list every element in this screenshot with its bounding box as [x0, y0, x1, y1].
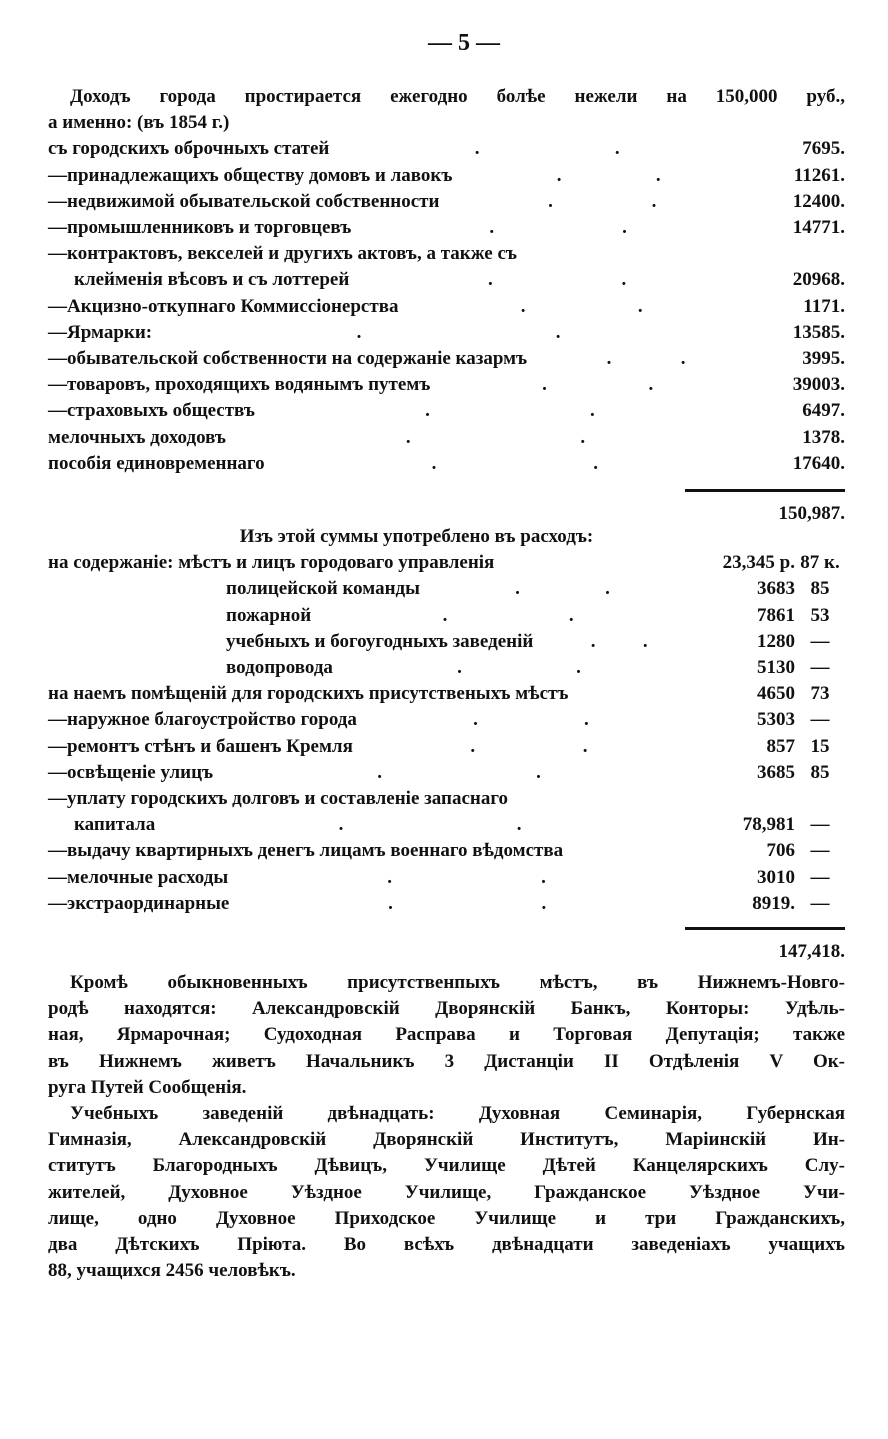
row-amount: 7861 — [757, 604, 795, 626]
expense-row — [48, 681, 845, 707]
row-kopecks: 53 — [810, 604, 830, 626]
income-row — [48, 398, 845, 424]
row-kopecks: — — [810, 814, 830, 836]
row-kopecks: 15 — [810, 735, 830, 757]
income-section — [48, 84, 845, 527]
dot-leader — [265, 451, 765, 477]
row-kopecks: — — [810, 840, 830, 862]
row-kopecks: 73 — [810, 683, 830, 705]
row-label: съ городскихъ оброчныхъ статей — [48, 138, 330, 160]
row-label: капитала — [74, 814, 156, 836]
row-amount: 3010 — [757, 866, 795, 888]
row-label: —уплату городскихъ долговъ и составленіе запаснаго — [48, 788, 508, 810]
row-label: —наружное благоустройство города — [48, 709, 357, 731]
dot-leader — [533, 629, 705, 655]
paragraph-line: 88, учащихся 2456 человѣкъ. — [48, 1260, 296, 1282]
row-label: мелочныхъ доходовъ — [48, 426, 227, 448]
dot-leader — [527, 346, 765, 372]
row-kopecks: — — [810, 892, 830, 914]
dot-leader — [357, 707, 705, 733]
expense-row — [48, 812, 845, 838]
income-row — [48, 215, 845, 241]
income-total: 150,987. — [778, 503, 845, 525]
row-label: на наемъ помѣщеній для городскихъ присутственыхъ мѣстъ — [48, 683, 569, 705]
income-intro: Доходъ города простирается ежегодно болѣе нежели на 150,000 руб., — [70, 86, 845, 107]
paragraph-institutions — [48, 970, 845, 1101]
dot-leader — [452, 163, 765, 189]
sum-rule — [685, 489, 845, 492]
row-amount: 13585. — [792, 321, 845, 343]
row-label: —Акцизно-откупнаго Коммиссіонерства — [48, 295, 399, 317]
row-label: пожарной — [226, 604, 312, 626]
dot-leader — [430, 372, 765, 398]
income-row — [48, 189, 845, 215]
row-kopecks: — — [810, 630, 830, 652]
income-row — [48, 267, 845, 293]
row-kopecks: 85 — [810, 578, 830, 600]
dot-leader — [329, 136, 765, 162]
income-row — [48, 163, 845, 189]
expense-row — [48, 838, 845, 864]
row-kopecks: 87 к. — [800, 552, 840, 574]
dot-leader — [155, 812, 705, 838]
expenses-total: 147,418. — [778, 941, 845, 963]
row-kopecks: — — [810, 657, 830, 679]
paragraph-line: жителей, Духовное Уѣздное Училище, Гражданское Уѣздное Учи- — [48, 1181, 845, 1203]
income-row — [48, 451, 845, 477]
row-amount: 1171. — [803, 295, 845, 317]
dot-leader — [351, 215, 765, 241]
dot-leader — [333, 655, 705, 681]
paragraph-line: ститутъ Благородныхъ Дѣвицъ, Училище Дѣтей Канцелярскихъ Слу- — [48, 1155, 845, 1177]
dot-leader — [152, 320, 765, 346]
expense-row — [48, 576, 845, 602]
row-label: —страховыхъ обществъ — [48, 400, 255, 422]
dot-leader — [226, 425, 765, 451]
page-number: — 5 — — [428, 30, 500, 56]
row-amount: 1378. — [802, 426, 845, 448]
income-row — [48, 320, 845, 346]
row-amount: 23,345 р. — [722, 552, 795, 574]
expense-row — [48, 891, 845, 917]
sum-rule — [685, 927, 845, 930]
row-amount: 3683 — [757, 578, 795, 600]
row-amount: 11261. — [793, 164, 845, 186]
dot-leader — [255, 398, 765, 424]
row-kopecks: 85 — [810, 761, 830, 783]
paragraph-schools — [48, 1101, 845, 1284]
row-amount: 7695. — [802, 138, 845, 160]
row-amount: 78,981 — [742, 814, 795, 836]
row-label: —принадлежащихъ обществу домовъ и лавокъ — [48, 164, 453, 186]
expense-row — [48, 734, 845, 760]
dot-leader — [213, 760, 705, 786]
paragraph-line: ная, Ярмарочная; Судоходная Расправа и Торговая Депутація; также — [48, 1024, 845, 1046]
expense-row — [48, 550, 845, 576]
paragraph-line: два Дѣтскихъ Пріюта. Во всѣхъ двѣнадцати заведеніахъ учащихъ — [48, 1234, 845, 1256]
paragraph-line: руга Путей Сообщенія. — [48, 1076, 247, 1098]
expense-row — [48, 629, 845, 655]
row-label: —контрактовъ, векселей и другихъ актовъ, а также съ — [48, 243, 517, 265]
income-row — [48, 425, 845, 451]
expense-row — [48, 786, 845, 812]
row-label: —ремонтъ стѣнъ и башенъ Кремля — [48, 735, 353, 757]
row-label: —промышленниковъ и торговцевъ — [48, 217, 352, 239]
dot-leader — [420, 576, 705, 602]
dot-leader — [439, 189, 765, 215]
row-label: водопровода — [226, 657, 333, 679]
row-amount: 4650 — [757, 683, 795, 705]
paragraph-line: лище, одно Духовное Приходское Училище и три Гражданскихъ, — [48, 1207, 845, 1229]
expense-row — [48, 760, 845, 786]
row-amount: 1280 — [757, 630, 795, 652]
dot-leader — [349, 267, 765, 293]
row-amount: 8919. — [752, 892, 795, 914]
row-amount: 3995. — [802, 348, 845, 370]
income-row — [48, 136, 845, 162]
paragraph-line: въ Нижнемъ живетъ Начальникъ 3 Дистанціи II Отдѣленія V Ок- — [48, 1050, 845, 1072]
row-kopecks: — — [810, 709, 830, 731]
row-amount: 39003. — [792, 374, 845, 396]
income-row — [48, 372, 845, 398]
row-amount: 14771. — [792, 217, 845, 239]
paragraph-line: родѣ находятся: Александровскій Дворянскій Банкъ, Конторы: Удѣль- — [48, 998, 845, 1020]
row-amount: 857 — [766, 735, 795, 757]
dot-leader — [228, 865, 705, 891]
row-label: —освѣщеніе улицъ — [48, 761, 214, 783]
paragraph-line: Учебныхъ заведеній двѣнадцать: Духовная Семинарія, Губернская — [70, 1103, 845, 1124]
income-row — [48, 346, 845, 372]
income-row — [48, 241, 845, 267]
row-label: —экстраординарные — [48, 892, 230, 914]
row-label: —товаровъ, проходящихъ водянымъ путемъ — [48, 374, 431, 396]
paragraph-line: Кромѣ обыкновенныхъ присутственпыхъ мѣстъ, въ Нижнемъ-Новго- — [70, 972, 845, 993]
row-label: —недвижимой обывательской собственности — [48, 190, 440, 212]
income-intro-2: а именно: (въ 1854 г.) — [48, 112, 230, 134]
row-label: полицейской команды — [226, 578, 420, 600]
row-label: учебныхъ и богоугодныхъ заведеній — [226, 630, 534, 652]
row-amount: 20968. — [792, 269, 845, 291]
row-label: клейменія вѣсовъ и съ лоттерей — [74, 269, 350, 291]
expense-row — [48, 865, 845, 891]
paragraph-line: Гимназія, Александровскій Дворянскій Институтъ, Маріинскій Ин- — [48, 1129, 845, 1151]
expense-row — [48, 655, 845, 681]
dot-leader — [353, 734, 705, 760]
row-label: —мелочные расходы — [48, 866, 229, 888]
row-label: на содержаніе: мѣстъ и лицъ городоваго управленія — [48, 552, 495, 574]
row-amount: 17640. — [792, 452, 845, 474]
row-amount: 706 — [766, 840, 795, 862]
expenses-heading: Изъ этой суммы употреблено въ расходъ: — [239, 526, 594, 547]
row-label: —выдачу квартирныхъ денегъ лицамъ военнаго вѣдомства — [48, 840, 564, 862]
dot-leader — [398, 294, 765, 320]
row-kopecks: — — [810, 866, 830, 888]
income-row — [48, 294, 845, 320]
expense-row — [48, 603, 845, 629]
row-amount: 12400. — [792, 190, 845, 212]
row-amount: 5303 — [757, 709, 795, 731]
row-label: —обывательской собственности на содержаніе казармъ — [48, 348, 528, 370]
expenses-section — [48, 524, 845, 965]
row-label: пособія единовременнаго — [48, 452, 265, 474]
row-amount: 5130 — [757, 657, 795, 679]
row-amount: 3685 — [757, 761, 795, 783]
dot-leader — [311, 603, 705, 629]
expense-row — [48, 707, 845, 733]
dot-leader — [229, 891, 705, 917]
row-amount: 6497. — [802, 400, 845, 422]
row-label: —Ярмарки: — [48, 321, 153, 343]
